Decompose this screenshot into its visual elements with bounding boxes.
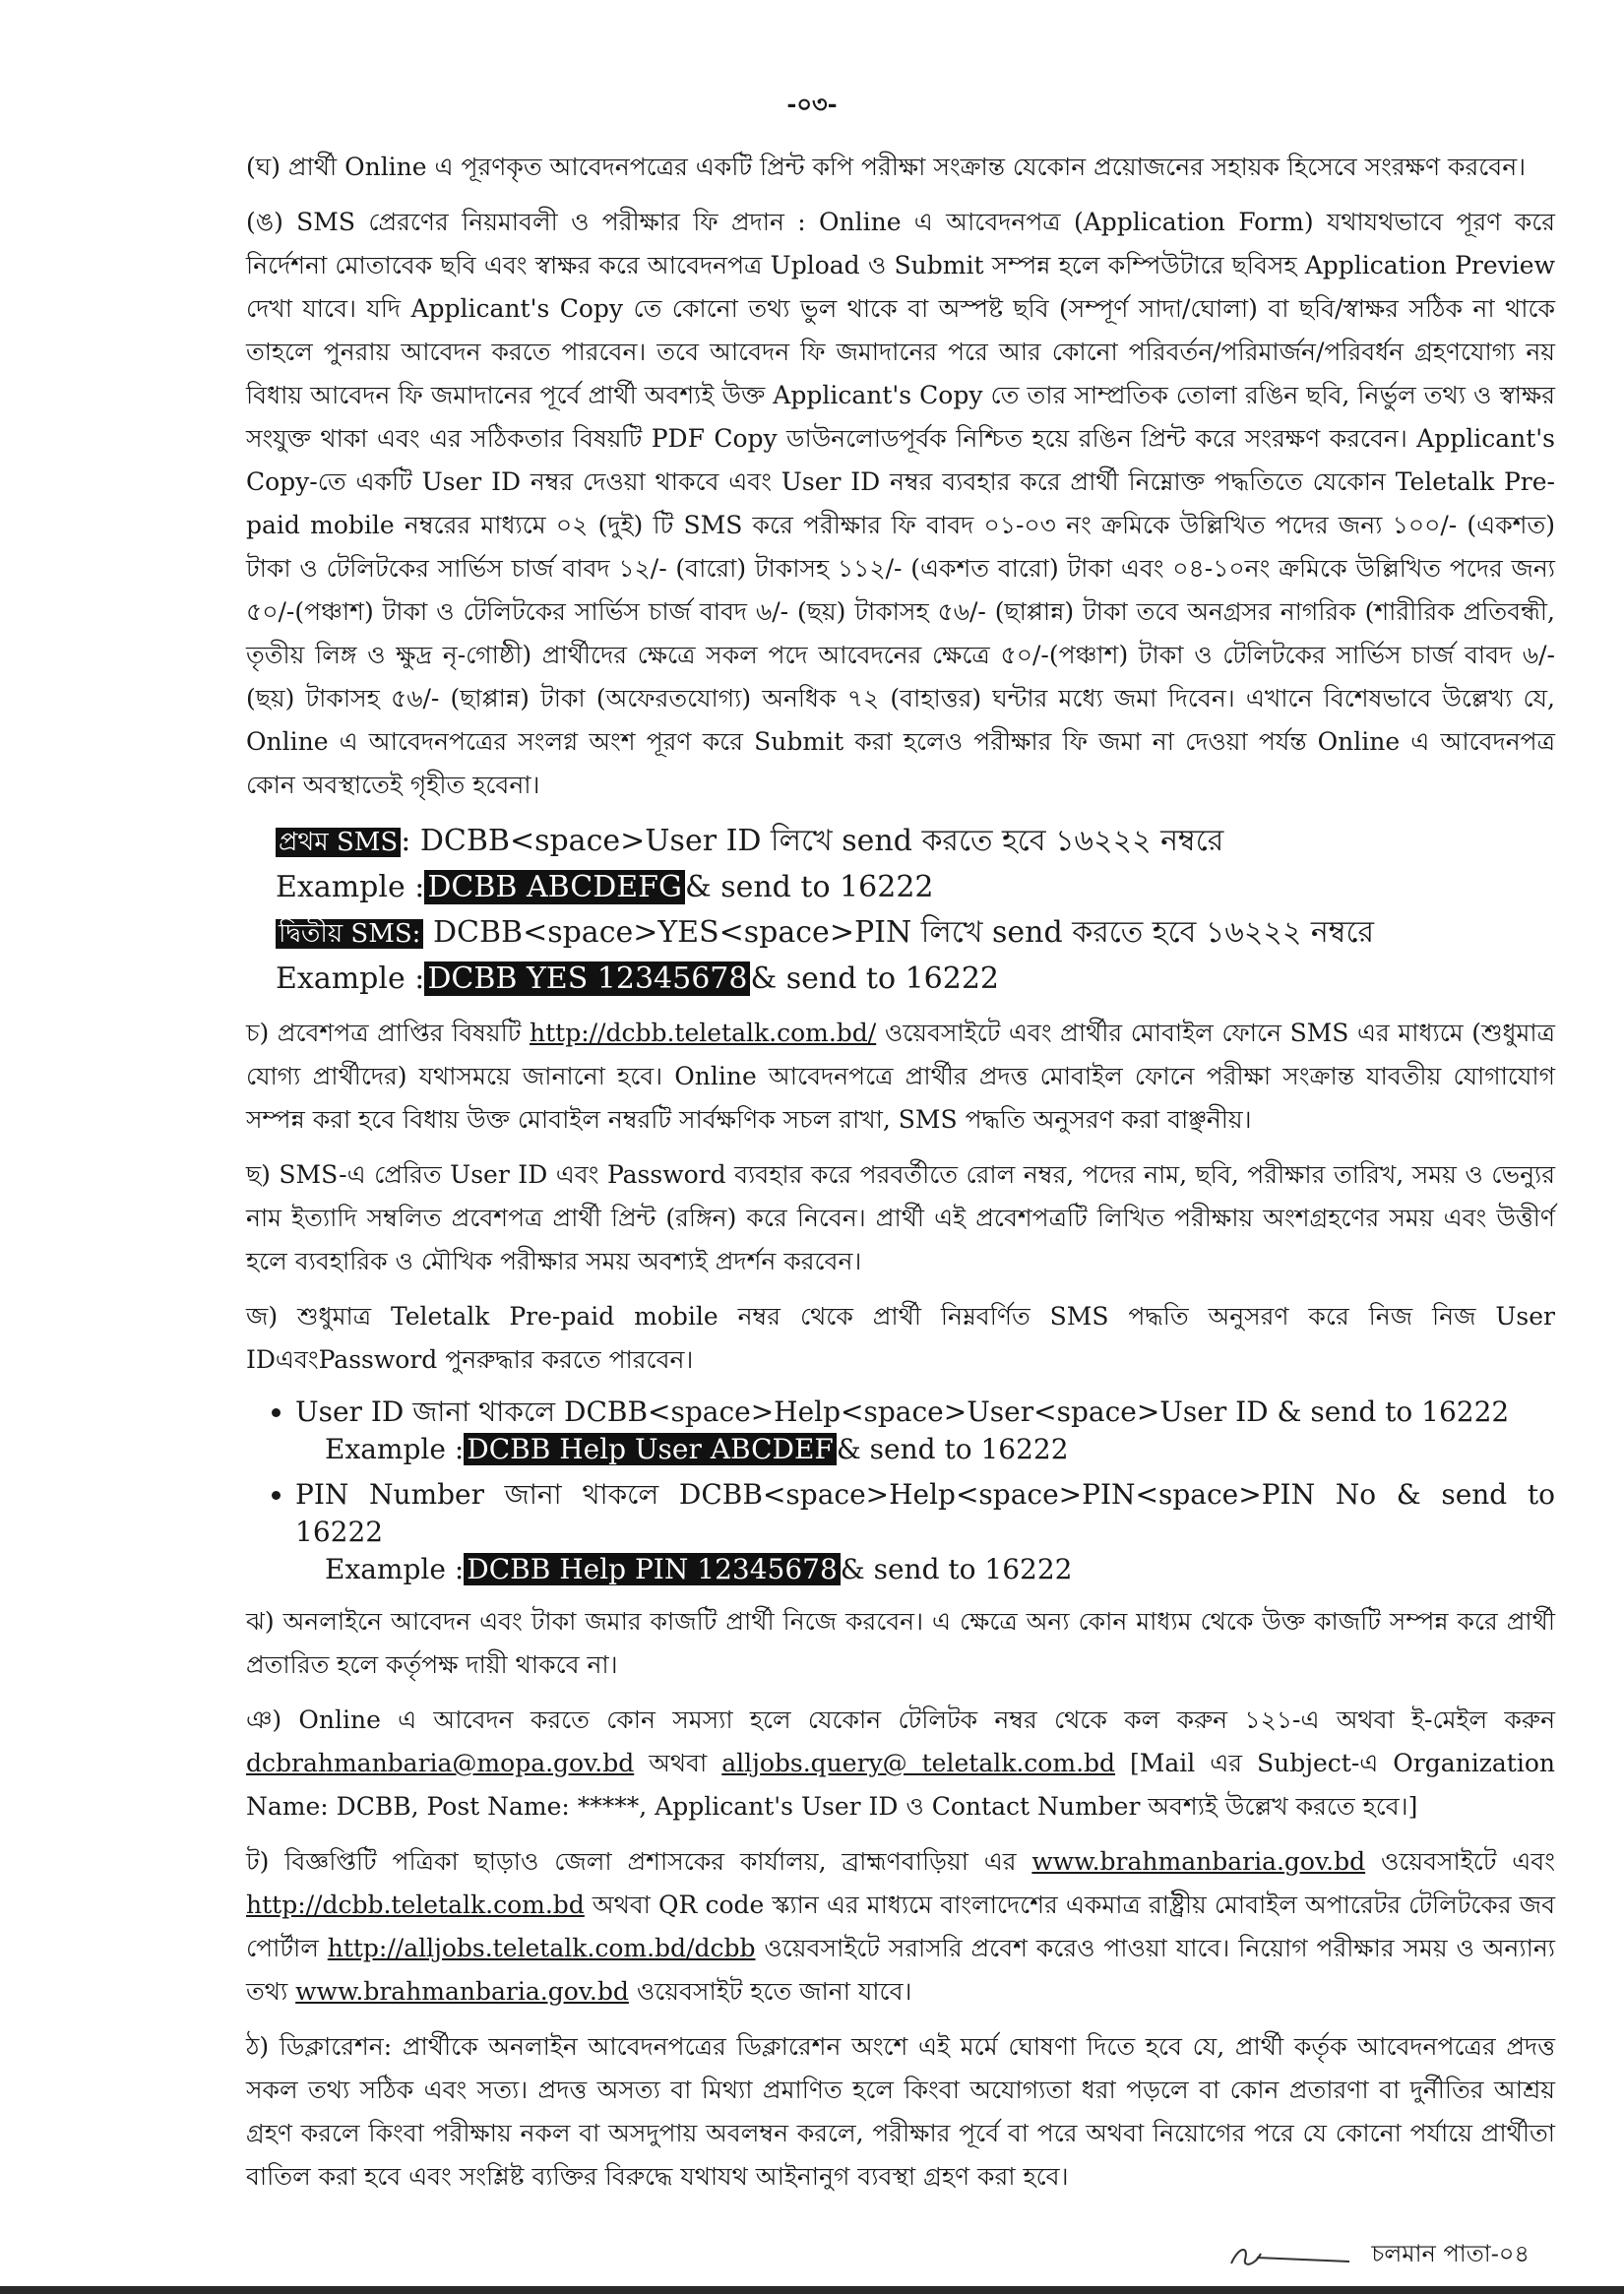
example-label: Example : — [325, 1553, 465, 1585]
example-suffix: & send to 16222 — [836, 1433, 1069, 1465]
example-suffix: & send to 16222 — [750, 961, 1000, 996]
dc-email-link[interactable]: dcbrahmanbaria@mopa.gov.bd — [246, 1749, 635, 1777]
brahmanbaria-gov-link[interactable]: www.brahmanbaria.gov.bd — [295, 1977, 629, 2006]
recovery-example — [295, 1551, 1555, 1588]
second-sms-text: DCBB<space>YES<space>PIN লিখে send করতে হবে ১৬২২২ নম্বরে — [432, 915, 1375, 950]
alljobs-email-link[interactable]: alljobs.query@ teletalk.com.bd — [721, 1749, 1116, 1777]
page-number: -০৩- — [786, 90, 838, 118]
cha-prefix: চ) প্রবেশপত্র প্রাপ্তির বিষয়টি — [246, 1019, 522, 1047]
first-sms-line — [276, 819, 1555, 865]
ta-text2: অথবা QR code স্ক্যান এর মাধ্যমে বাংলাদেশের একমাত্র রাষ্ট্রীয় মোবাইল অপারেটর টেলিটকের জব পোর্টাল — [246, 1891, 1556, 1962]
dcbb-teletalk-link[interactable]: http://dcbb.teletalk.com.bd/ — [530, 1019, 877, 1047]
paragraph-gha: (ঘ) প্রার্থী Online এ পূরণকৃত আবেদনপত্রের একটি প্রিন্ট কপি পরীক্ষা সংক্রান্ত যেকোন প্রয়োজনের সহায়ক হিসেবে সংরক্ষণ করবেন। — [246, 153, 1527, 181]
nya-prefix: ঞ) Online এ আবেদন করতে কোন সমস্যা হলে যেকোন টেলিটক নম্বর থেকে কল করুন ১২১-এ অথবা ই-মেইল করুন — [246, 1705, 1555, 1734]
first-sms-example — [276, 865, 1555, 910]
recovery-item-text: • User ID জানা থাকলে DCBB<space>Help<space>User<space>User ID & send to 16222 — [295, 1395, 1510, 1428]
first-sms-label: প্রথম SMS — [276, 828, 401, 857]
list-item — [295, 1394, 1555, 1468]
paragraph-umo: (ঙ) SMS প্রেরণের নিয়মাবলী ও পরীক্ষার ফি প্রদান : Online এ আবেদনপত্র (Application Form) যথাযথভাবে পূরণ করে নির্দেশনা মোতাবেক ছবি এবং স্বাক্ষর করে আবেদনপত্র Upload ও Submit সম্পন্ন হলে কম্পিউটারে ছবিসহ Application Preview দেখা যাবে। যদি Applicant's Copy তে কোনো তথ্য ভুল থাকে বা অস্পষ্ট ছবি (সম্পূর্ণ সাদা/ঘোলা) বা ছবি/স্বাক্ষর সঠিক না থাকে তাহলে পুনরায় আবেদন করতে পারবেন। তবে আবেদন ফি জমাদানের পরে আর কোনো পরিবর্তন/পরিমার্জন/পরিবর্ধন গ্রহণযোগ্য নয় বিধায় আবেদন ফি জমাদানের পূর্বে প্রার্থী অবশ্যই উক্ত Applicant's Copy তে তার সাম্প্রতিক তোলা রঙিন ছবি, নির্ভুল তথ্য ও স্বাক্ষর সংযুক্ত থাকা এবং এর সঠিকতার বিষয়টি PDF Copy ডাউনলোডপূর্বক নিশ্চিত হয়ে রঙিন প্রিন্ট করে সংরক্ষণ করবেন। Applicant's Copy-তে একটি User ID নম্বর দেওয়া থাকবে এবং User ID নম্বর ব্যবহার করে প্রার্থী নিম্নোক্ত পদ্ধতিতে যেকোন Teletalk Pre-paid mobile নম্বরের মাধ্যমে ০২ (দুই) টি SMS করে পরীক্ষার ফি বাবদ ০১-০৩ নং ক্রমিকে উল্লিখিত পদের জন্য ১০০/- (একশত) টাকা ও টেলিটকের সার্ভিস চার্জ বাবদ ১২/- (বারো) টাকাসহ ১১২/- (একশত বারো) টাকা এবং ০৪-১০নং ক্রমিকে উল্লিখিত পদের জন্য ৫০/-(পঞ্চাশ) টাকা ও টেলিটকের সার্ভিস চার্জ বাবদ ৬/- (ছয়) টাকাসহ ৫৬/- (ছাপ্পান্ন) টাকা তবে অনগ্রসর নাগরিক (শারীরিক প্রতিবন্ধী, তৃতীয় লিঙ্গ ও ক্ষুদ্র নৃ-গোষ্ঠী) প্রার্থীদের ক্ষেত্রে সকল পদে আবেদনের ক্ষেত্রে ৫০/-(পঞ্চাশ) টাকা ও টেলিটকের সার্ভিস চার্জ বাবদ ৬/- (ছয়) টাকাসহ ৫৬/- (ছাপ্পান্ন) টাকা (অফেরতযোগ্য) অনধিক ৭২ (বাহাত্তর) ঘন্টার মধ্যে জমা দিবেন। এখানে বিশেষভাবে উল্লেখ্য যে, Online এ আবেদনপত্রের সংলগ্ন অংশ পূরণ করে Submit করা হলেও পরীক্ষার ফি জমা না দেওয়া পর্যন্ত Online এ আবেদনপত্র কোন অবস্থাতেই গৃহীত হবেনা। — [246, 208, 1555, 799]
example-code: DCBB ABCDEFG — [424, 870, 685, 904]
list-item — [295, 1476, 1555, 1588]
dcbb-teletalk-link[interactable]: http://dcbb.teletalk.com.bd — [246, 1891, 585, 1919]
document-body — [246, 146, 1555, 2210]
continued-page-label: চলমান পাতা-০৪ — [1371, 2240, 1530, 2267]
ta-text4: ওয়েবসাইট হতে জানা যাবে। — [636, 1977, 912, 2006]
ta-text3: ওয়েবসাইটে সরাসরি প্রবেশ করেও পাওয়া যাবে। নিয়োগ পরীক্ষার সময় ও অন্যান্য তথ্য — [246, 1934, 1555, 2006]
scan-bottom-edge — [0, 2286, 1624, 2294]
second-sms-line — [276, 910, 1555, 957]
example-code: DCBB Help User ABCDEF — [464, 1433, 837, 1465]
alljobs-dcbb-link[interactable]: http://alljobs.teletalk.com.bd/dcbb — [327, 1934, 756, 1962]
recovery-list — [246, 1394, 1555, 1588]
brahmanbaria-gov-link[interactable]: www.brahmanbaria.gov.bd — [1031, 1847, 1366, 1876]
recovery-item-text: • PIN Number জানা থাকলে DCBB<space>Help<space>PIN<space>PIN No & send to 16222 — [295, 1478, 1555, 1548]
paragraph-jha: ঝ) অনলাইনে আবেদন এবং টাকা জমার কাজটি প্রার্থী নিজে করবেন। এ ক্ষেত্রে অন্য কোন মাধ্যম থেকে উক্ত কাজটি সম্পন্ন করে প্রার্থী প্রতারিত হলে কর্তৃপক্ষ দায়ী থাকবে না। — [246, 1607, 1555, 1679]
nya-middle: অথবা — [649, 1749, 708, 1777]
example-label: Example : — [276, 870, 425, 904]
paragraph-ta — [246, 1840, 1555, 2014]
second-sms-label: দ্বিতীয় SMS: — [276, 919, 423, 949]
recovery-example — [295, 1431, 1555, 1468]
ta-prefix: ট) বিজ্ঞপ্তিটি পত্রিকা ছাড়াও জেলা প্রশাসকের কার্যালয়, ব্রাহ্মণবাড়িয়া এর — [246, 1847, 1017, 1876]
example-suffix: & send to 16222 — [840, 1553, 1073, 1585]
paragraph-tha: ঠ) ডিক্লারেশন: প্রার্থীকে অনলাইন আবেদনপত্রের ডিক্লারেশন অংশে এই মর্মে ঘোষণা দিতে হবে যে, প্রার্থী কর্তৃক আবেদনপত্রের প্রদত্ত সকল তথ্য সঠিক এবং সত্য। প্রদত্ত অসত্য বা মিথ্যা প্রমাণিত হলে কিংবা অযোগ্যতা ধরা পড়লে বা কোন প্রতারণা বা দুর্নীতির আশ্রয় গ্রহণ করলে কিংবা পরীক্ষায় নকল বা অসদুপায় অবলম্বন করলে, পরীক্ষার পূর্বে বা পরে অথবা নিয়োগের পরে যে কোনো পর্যায়ে প্রার্থীতা বাতিল করা হবে এবং সংশ্লিষ্ট ব্যক্তির বিরুদ্ধে যথাযথ আইনানুগ ব্যবস্থা গ্রহণ করা হবে। — [246, 2032, 1555, 2191]
second-sms-example — [276, 957, 1555, 1002]
nya-suffix: [Mail এর Subject-এ Organization Name: DCBB, Post Name: *****, Applicant's User ID ও Contact Number অবশ্যই উল্লেখ করতে হবে।] — [246, 1749, 1555, 1821]
cha-suffix: ওয়েবসাইটে এবং প্রার্থীর মোবাইল ফোনে SMS এর মাধ্যমে (শুধুমাত্র যোগ্য প্রার্থীদের) যথাসময়ে জানানো হবে। Online আবেদনপত্রে প্রার্থীর প্রদত্ত মোবাইল ফোনে পরীক্ষা সংক্রান্ত যাবতীয় যোগাযোগ সম্পন্ন করা হবে বিধায় উক্ত মোবাইল নম্বরটি সার্বক্ষণিক সচল রাখা, SMS পদ্ধতি অনুসরণ করা বাঞ্ছনীয়। — [246, 1019, 1555, 1134]
first-sms-text: : DCBB<space>User ID লিখে send করতে হবে ১৬২২২ নম্বরে — [401, 824, 1224, 858]
example-code: DCBB YES 12345678 — [424, 961, 750, 996]
sms-instructions — [276, 819, 1555, 1002]
signature-icon — [1221, 2236, 1359, 2275]
example-code: DCBB Help PIN 12345678 — [464, 1553, 841, 1585]
paragraph-ja: জ) শুধুমাত্র Teletalk Pre-paid mobile নম্বর থেকে প্রার্থী নিম্নবর্ণিত SMS পদ্ধতি অনুসরণ করে নিজ নিজ User IDএবংPassword পুনরুদ্ধার করতে পারবেন। — [246, 1302, 1555, 1374]
example-label: Example : — [325, 1433, 465, 1465]
example-suffix: & send to 16222 — [684, 870, 934, 904]
example-label: Example : — [276, 961, 425, 996]
paragraph-chha: ছ) SMS-এ প্রেরিত User ID এবং Password ব্যবহার করে পরবর্তীতে রোল নম্বর, পদের নাম, ছবি, পরীক্ষার তারিখ, সময় ও ভেন্যুর নাম ইত্যাদি সম্বলিত প্রবেশপত্র প্রার্থী প্রিন্ট (রঙ্গিন) করে নিবেন। প্রার্থী এই প্রবেশপত্রটি লিখিত পরীক্ষায় অংশগ্রহণের সময় এবং উত্তীর্ণ হলে ব্যবহারিক ও মৌখিক পরীক্ষার সময় অবশ্যই প্রদর্শন করবেন। — [246, 1160, 1555, 1275]
page-footer — [1221, 2236, 1530, 2275]
paragraph-cha — [246, 1012, 1555, 1142]
ta-text1: ওয়েবসাইটে এবং — [1380, 1847, 1555, 1876]
paragraph-nya — [246, 1699, 1555, 1829]
